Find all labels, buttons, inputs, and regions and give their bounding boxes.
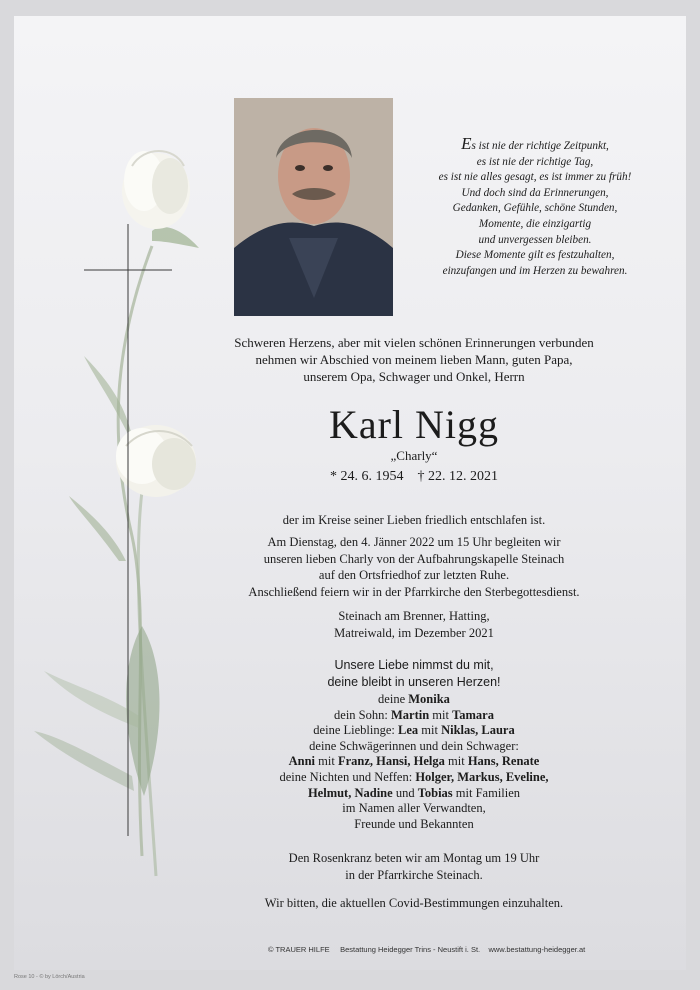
poem-line: Und doch sind da Erinnerungen, [461, 186, 609, 199]
poem [409, 136, 661, 279]
covid-note: Wir bitten, die aktuellen Covid-Bestimmungen einzuhalten. [264, 896, 564, 910]
family-line: deine Lieblinge: Lea mit Niklas, Laura [313, 723, 515, 738]
poem-line: Es ist nie der richtige Zeitpunkt, [461, 134, 609, 153]
rosary-info: Den Rosenkranz beten wir am Montag um 19 Uhr in der Pfarrkirche Steinach. [288, 851, 540, 882]
verse: Unsere Liebe nimmst du mit, deine bleibt in unseren Herzen! [327, 658, 501, 689]
family-line: Freunde und Bekannten [354, 816, 474, 831]
funeral-info: Am Dienstag, den 4. Jänner 2022 um 15 Uhr begleiten wir unseren lieben Charly von der Aufbahrungskapelle Steinach auf den Ortsfriedhof zur letzten Ruhe. Anschließend feiern wir in der Pfarrkirche den Sterbegottesdienst. [248, 535, 580, 599]
deceased-name: Karl Nigg [328, 402, 500, 447]
family-line: Helmut, Nadine und Tobias mit Familien [307, 785, 521, 800]
poem-line: es ist nie alles gesagt, es ist immer zu früh! [438, 171, 632, 184]
poem-line: einzufangen und im Herzen zu bewahren. [442, 264, 628, 277]
family-line: deine Schwägerinnen und dein Schwager: [309, 738, 519, 753]
poem-line: es ist nie der richtige Tag, [476, 155, 594, 168]
family-line: Anni mit Franz, Hansi, Helga mit Hans, Renate [288, 754, 540, 769]
place-date: Steinach am Brenner, Hatting, Matreiwald, im Dezember 2021 [334, 609, 494, 640]
top-rose-icon [122, 151, 190, 229]
family-line: dein Sohn: Martin mit Tamara [334, 707, 494, 722]
life-dates: * 24. 6. 1954 † 22. 12. 2021 [330, 469, 498, 484]
poem-line: Gedanken, Gefühle, schöne Stunden, [452, 202, 618, 215]
intro-text: Schweren Herzens, aber mit vielen schönen Erinnerungen verbunden nehmen wir Abschied von meinem lieben Mann, guten Papa, unserem Opa, Schwager und Onkel, Herrn [234, 335, 594, 384]
family-line: deine Monika [378, 692, 450, 706]
poem-line: Diese Momente gilt es festzuhalten, [455, 249, 615, 262]
passing-text: der im Kreise seiner Lieben friedlich entschlafen ist. [282, 513, 546, 527]
portrait-photo [234, 98, 393, 316]
poem-line: und unvergessen bleiben. [478, 233, 592, 246]
poem-line: Momente, die einzigartig [478, 217, 592, 230]
nickname: „Charly“ [390, 448, 438, 463]
family-line: im Namen aller Verwandten, [342, 801, 486, 816]
family-line: deine Nichten und Neffen: Holger, Markus, Eveline, [279, 769, 549, 784]
image-credit: Rose 10 - © by Lörch/Austria [14, 974, 85, 980]
family-list [189, 692, 639, 832]
footer-imprint: © TRAUER HILFE Bestattung Heidegger Trins - Neustift i. St. www.bestattung-heidegger.at [268, 945, 586, 954]
obituary-card [14, 16, 686, 970]
